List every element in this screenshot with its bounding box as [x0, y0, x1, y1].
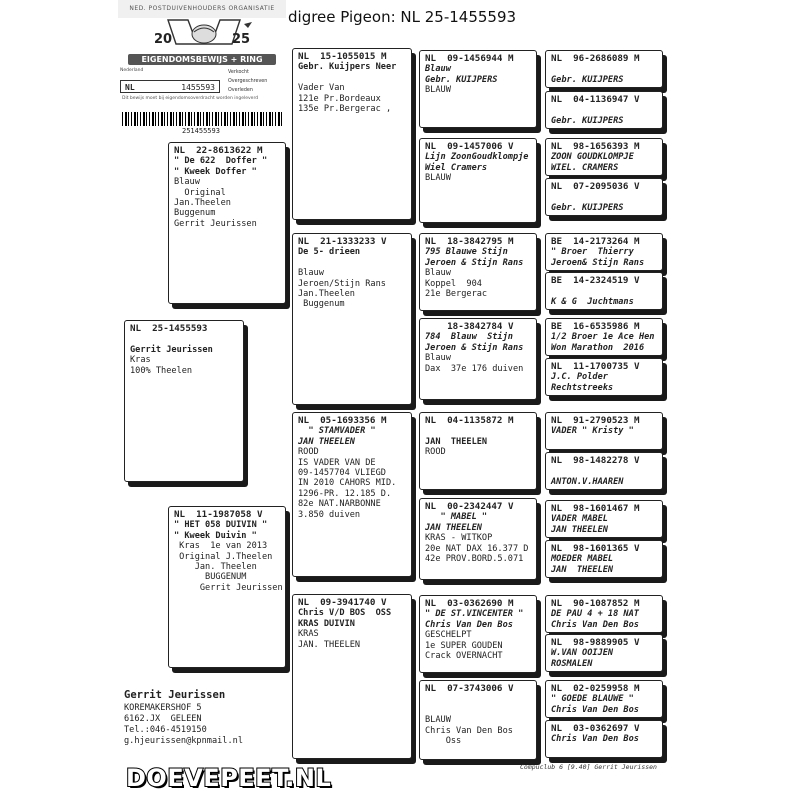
- pedigree-line: [130, 334, 238, 344]
- ring-number: NL 07-2095036 V: [551, 181, 640, 192]
- ring-country: NL: [125, 83, 135, 92]
- ring-number: NL 98-1601467 M: [551, 503, 640, 514]
- ring-number: NL 04-1135872 M: [425, 415, 514, 426]
- ring-number: NL 25-1455593: [130, 323, 208, 334]
- certificate-header: NED. POSTDUIVENHOUDERS ORGANISATIE: [118, 0, 286, 18]
- pedigree-line: Crack OVERNACHT: [425, 651, 503, 662]
- pedigree-line: Blauw: [298, 268, 324, 279]
- year-left: 20: [154, 32, 173, 47]
- ring-number: BE 14-2324519 V: [551, 275, 640, 286]
- pedigree-line: Gebr. Kuijpers Neer: [298, 62, 397, 73]
- pedigree-line: 21e Bergerac: [425, 289, 488, 300]
- pedigree-line: ROOD: [298, 447, 319, 458]
- footer-note: Compuclub 6 [9.40] Gerrit Jeurissen: [520, 763, 657, 771]
- owner-name: Gerrit Jeurissen: [124, 689, 226, 701]
- pedigree-line: WIEL. CRAMERS: [551, 162, 619, 173]
- pedigree-line: [425, 705, 531, 715]
- g5-card-16: [545, 720, 663, 758]
- owner-block: [124, 690, 243, 747]
- barcode-number: 251455593: [182, 127, 220, 135]
- pedigree-line: [425, 694, 531, 704]
- ring-number: NL 03-0362697 V: [551, 723, 640, 734]
- pedigree-line: W.VAN OOIJEN: [551, 648, 614, 659]
- pedigree-line: IS VADER VAN DE: [298, 457, 376, 468]
- pedigree-line: KRAS DUIVIN: [298, 618, 355, 629]
- ring-number: 18-3842784 V: [425, 321, 514, 332]
- ring-number: BE 16-6535986 M: [551, 321, 640, 332]
- owner-address-2: 6162.JX GELEEN: [124, 714, 202, 724]
- ring-number: 1455593: [181, 83, 215, 92]
- pedigree-line: GESCHELPT: [425, 630, 472, 641]
- pedigree-line: Gebr. KUIJPERS: [425, 74, 498, 85]
- option-sold: Verkocht: [228, 70, 249, 75]
- pedigree-line: Chris Van Den Bos: [551, 734, 639, 745]
- pedigree-line: MOEDER MABEL: [551, 554, 614, 565]
- ssd-card: [419, 138, 537, 223]
- pedigree-line: 1296-PR. 12.185 D.: [298, 488, 392, 499]
- ring-number: NL 21-1333233 V: [298, 236, 387, 247]
- pedigree-line: JAN THEELEN: [298, 436, 355, 447]
- pedigree-line: JAN THEELEN: [425, 436, 488, 447]
- pedigree-line: VADER MABEL: [551, 514, 608, 525]
- pedigree-line: Won Marathon 2016: [551, 342, 645, 353]
- pedigree-line: Blauw: [425, 268, 451, 279]
- ring-number: NL 02-0259958 M: [551, 683, 640, 694]
- certificate-banner: EIGENDOMSBEWIJS + RING: [128, 54, 276, 65]
- pedigree-line: " STAMVADER ": [298, 426, 376, 437]
- ring-number: NL 09-3941740 V: [298, 597, 387, 608]
- pedigree-line: " Kweek Duivin ": [174, 530, 257, 541]
- pedigree-line: " DE ST.VINCENTER ": [425, 609, 524, 620]
- pedigree-line: Kras 1e van 2013: [174, 541, 268, 552]
- g5-card-3: [545, 138, 663, 176]
- certificate-note: Dit bewijs moet bij eigendomsoverdracht worden ingeleverd: [122, 96, 259, 101]
- watermark-logo: DOEVEPEET.NL: [126, 764, 332, 792]
- ring-number: NL 98-1656393 M: [551, 141, 640, 152]
- pedigree-line: JAN THEELEN: [551, 524, 608, 535]
- pedigree-line: ROSMALEN: [551, 658, 593, 669]
- pedigree-line: IN 2010 CAHORS MID.: [298, 478, 397, 489]
- certificate-country: Nederland: [120, 68, 144, 73]
- pedigree-line: ROOD: [425, 447, 446, 458]
- pedigree-line: Gebr. KUIJPERS: [551, 202, 624, 213]
- pedigree-line: BLAUW: [425, 715, 451, 726]
- pedigree-line: Dax 37e 176 duiven: [425, 363, 524, 374]
- dam-card: [168, 506, 286, 668]
- g5-card-15: [545, 680, 663, 718]
- ring-number: NL 07-3743006 V: [425, 683, 514, 694]
- pedigree-line: KRAS - WITKOP: [425, 533, 493, 544]
- pedigree-line: 1/2 Broer 1e Ace Hen: [551, 332, 655, 343]
- dam-dam-card: [292, 594, 412, 759]
- ring-number: NL 18-3842795 M: [425, 236, 514, 247]
- ddd-card: [419, 680, 537, 760]
- pedigree-line: Gerrit Jeurissen: [130, 344, 213, 355]
- pedigree-line: 100% Theelen: [130, 365, 193, 376]
- pedigree-line: Wiel Cramers: [425, 162, 488, 173]
- certificate-ring-box: [120, 80, 220, 93]
- year-right: 25: [232, 32, 251, 47]
- option-deceased: Overleden: [228, 88, 253, 93]
- pedigree-line: [551, 64, 657, 74]
- pedigree-line: Rechtstreeks: [551, 382, 614, 393]
- ring-number: NL 04-1136947 V: [551, 94, 640, 105]
- owner-phone: Tel.:046-4519150: [124, 725, 207, 735]
- pedigree-line: BLAUW: [425, 85, 451, 96]
- pedigree-line: Chris Van Den Bos: [425, 619, 513, 630]
- pedigree-line: 20e NAT DAX 16.377 D: [425, 543, 529, 554]
- ring-number: NL 09-1456944 M: [425, 53, 514, 64]
- pedigree-line: Lijn ZoonGoudklompje: [425, 152, 529, 163]
- dam-sire-card: [292, 412, 412, 577]
- pedigree-line: Blauw: [425, 64, 451, 75]
- pedigree-line: Vader Van: [298, 83, 345, 94]
- g5-card-12: [545, 540, 663, 578]
- pedigree-line: 784 Blauw Stijn: [425, 332, 513, 343]
- pedigree-line: Koppel 904: [425, 278, 482, 289]
- pedigree-line: Gebr. KUIJPERS: [551, 115, 624, 126]
- page-title: digree Pigeon: NL 25-1455593: [288, 8, 517, 26]
- pedigree-line: 42e PROV.BORD.5.071: [425, 554, 524, 565]
- ring-number: NL 03-0362690 M: [425, 598, 514, 609]
- g5-card-14: [545, 634, 663, 672]
- pedigree-line: 1e SUPER GOUDEN: [425, 640, 503, 651]
- pedigree-line: " De 622 Doffer ": [174, 156, 268, 167]
- g5-card-4: [545, 178, 663, 216]
- ring-number: NL 96-2686089 M: [551, 53, 640, 64]
- pedigree-line: 135e Pr.Bergerac ,: [298, 104, 392, 115]
- pedigree-line: Original J.Theelen: [174, 551, 273, 562]
- g5-card-6: [545, 272, 663, 310]
- g5-card-7: [545, 318, 663, 356]
- g5-card-8: [545, 358, 663, 396]
- ring-number: NL 11-1700735 V: [551, 361, 640, 372]
- sss-card: [419, 50, 537, 128]
- dss-card: [419, 412, 537, 490]
- pedigree-line: [298, 73, 406, 83]
- pedigree-line: Jan.Theelen: [174, 198, 231, 209]
- pedigree-line: Jeroen & Stijn Rans: [425, 342, 524, 353]
- pedigree-line: " Kweek Doffer ": [174, 166, 257, 177]
- pedigree-line: 121e Pr.Bordeaux: [298, 93, 381, 104]
- g5-card-9: [545, 412, 663, 450]
- pedigree-line: Jeroen & Stijn Rans: [425, 257, 524, 268]
- dsd-card: [419, 498, 537, 580]
- pedigree-line: Chris Van Den Bos: [425, 725, 513, 736]
- sire-dam-card: [292, 233, 412, 405]
- g5-card-10: [545, 452, 663, 490]
- pedigree-line: Jeroen& Stijn Rans: [551, 257, 645, 268]
- pedigree-line: " Broer Thierry: [551, 247, 634, 258]
- pedigree-line: Blauw: [425, 353, 451, 364]
- pedigree-line: " HET 058 DUIVIN ": [174, 520, 268, 531]
- pedigree-line: Jeroen/Stijn Rans: [298, 278, 386, 289]
- pedigree-line: Chris Van Den Bos: [551, 704, 639, 715]
- ring-number: NL 90-1087852 M: [551, 598, 640, 609]
- pedigree-line: DE PAU 4 + 18 NAT: [551, 609, 639, 620]
- barcode: [122, 112, 282, 126]
- option-transferred: Overgeschreven: [228, 79, 268, 84]
- pedigree-line: BLAUW: [425, 173, 451, 184]
- pedigree-line: ANTON.V.HAAREN: [551, 476, 624, 487]
- pedigree-line: Original: [174, 187, 226, 198]
- ring-number: NL 11-1987058 V: [174, 509, 263, 520]
- pedigree-line: Gerrit Jeurissen: [174, 218, 257, 229]
- pedigree-line: VADER " Kristy ": [551, 426, 634, 437]
- ring-number: NL 00-2342447 V: [425, 501, 514, 512]
- pedigree-line: Blauw: [174, 177, 200, 188]
- pedigree-line: JAN. THEELEN: [298, 639, 361, 650]
- pedigree-line: 82e NAT.NARBONNE: [298, 499, 381, 510]
- ring-number: NL 98-1482278 V: [551, 455, 640, 466]
- pedigree-line: [551, 192, 657, 202]
- pedigree-line: Jan. Theelen: [174, 562, 257, 573]
- pedigree-line: J.C. Polder: [551, 372, 608, 383]
- owner-address-1: KOREMAKERSHOF 5: [124, 703, 202, 713]
- pedigree-line: 3.850 duiven: [298, 509, 361, 520]
- pedigree-line: Kras: [130, 355, 151, 366]
- pedigree-line: 795 Blauwe Stijn: [425, 247, 508, 258]
- g5-card-1: [545, 50, 663, 88]
- pedigree-line: De 5- drieen: [298, 247, 361, 258]
- ring-number: BE 14-2173264 M: [551, 236, 640, 247]
- ring-number: NL 09-1457006 V: [425, 141, 514, 152]
- sire-sire-card: [292, 48, 412, 220]
- sdd-card: [419, 318, 537, 400]
- pedigree-line: [298, 258, 406, 268]
- g5-card-5: [545, 233, 663, 271]
- ring-number: NL 98-9889905 V: [551, 637, 640, 648]
- pedigree-line: JAN THEELEN: [551, 564, 614, 575]
- pedigree-line: ZOON GOUDKLOMPJE: [551, 152, 634, 163]
- pedigree-line: " GOEDE BLAUWE ": [551, 694, 634, 705]
- g5-card-2: [545, 91, 663, 129]
- pedigree-line: Chris V/D BOS OSS: [298, 608, 392, 619]
- pedigree-line: JAN THEELEN: [425, 522, 482, 533]
- ownership-certificate: [118, 0, 286, 136]
- pedigree-line: 09-1457704 VLIEGD: [298, 468, 386, 479]
- sire-card: [168, 142, 286, 304]
- pedigree-line: Buggenum: [174, 208, 216, 219]
- pedigree-line: [551, 286, 657, 296]
- sds-card: [419, 233, 537, 311]
- pedigree-line: [551, 105, 657, 115]
- pedigree-line: Gerrit Jeurissen: [174, 582, 283, 593]
- ring-number: NL 91-2790523 M: [551, 415, 640, 426]
- pedigree-line: Buggenum: [298, 299, 345, 310]
- ring-number: NL 98-1601365 V: [551, 543, 640, 554]
- ring-number: NL 15-1055015 M: [298, 51, 387, 62]
- pedigree-line: Oss: [425, 736, 462, 746]
- subject-pigeon-card: [124, 320, 244, 482]
- pedigree-line: [425, 426, 531, 436]
- ring-number: NL 05-1693356 M: [298, 415, 387, 426]
- pedigree-line: BUGGENUM: [174, 572, 247, 583]
- pedigree-line: Gebr. KUIJPERS: [551, 74, 624, 85]
- ring-number: NL 22-8613622 M: [174, 145, 263, 156]
- pedigree-line: Jan.Theelen: [298, 289, 355, 300]
- g5-card-13: [545, 595, 663, 633]
- pedigree-line: " MABEL ": [425, 512, 488, 523]
- pedigree-line: Chris Van Den Bos: [551, 619, 639, 630]
- pedigree-line: [551, 466, 657, 476]
- g5-card-11: [545, 500, 663, 538]
- dds-card: [419, 595, 537, 673]
- owner-email: g.hjeurissen@kpnmail.nl: [124, 736, 243, 746]
- certificate-options: [228, 68, 267, 95]
- pedigree-line: KRAS: [298, 629, 319, 640]
- pedigree-line: K & G Juchtmans: [551, 296, 634, 307]
